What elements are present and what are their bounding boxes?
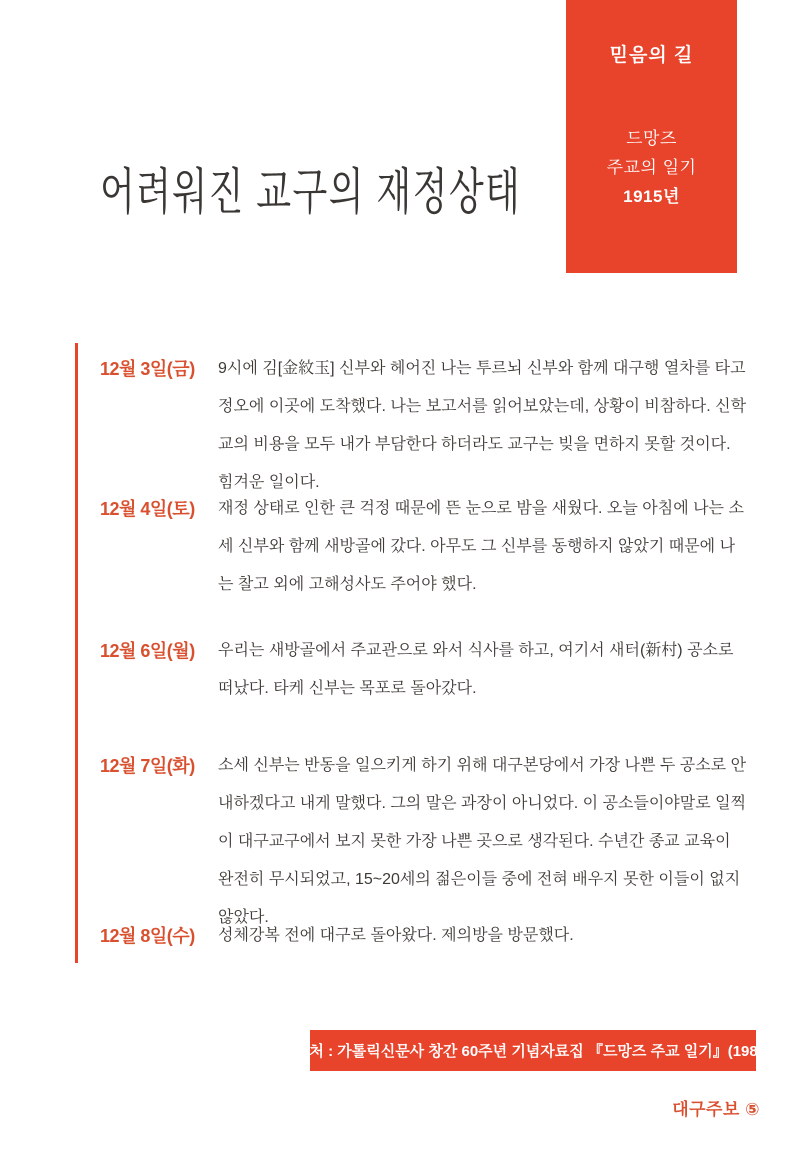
source-bar xyxy=(294,1030,772,1071)
entry-date: 12월 7일(화) xyxy=(100,756,195,776)
entry-text: 재정 상태로 인한 큰 걱정 때문에 뜬 눈으로 밤을 새웠다. 오늘 아침에 나는 소세 신부와 함께 새방골에 갔다. 아무도 그 신부를 동행하지 않았기 때문에 나는 찰고 외에 고해성사도 주어야 했다. xyxy=(218,500,744,593)
series-title-block xyxy=(566,124,737,211)
entry-text: 9시에 김[金紋玉] 신부와 헤어진 나는 투르뇌 신부와 함께 대구행 열차를 타고 정오에 이곳에 도착했다. 나는 보고서를 읽어보았는데, 상황이 비참하다. 신학교의 비용을 모두 내가 부담한다 하더라도 교구는 빚을 면하지 못할 것이다. 힘겨운 일이다. xyxy=(218,360,747,491)
diary-entry xyxy=(100,350,750,502)
category-label: 믿음의 길 xyxy=(609,45,694,66)
diary-entry xyxy=(100,490,750,604)
entry-text: 소세 신부는 반동을 일으키게 하기 위해 대구본당에서 가장 나쁜 두 공소로 안내하겠다고 내게 말했다. 그의 말은 과장이 아니었다. 이 공소들이야말로 일찍이 대구교구에서 보지 못한 가장 나쁜 곳으로 생각된다. 수년간 종교 교육이 완전히 무시되었고, 15~20세의 젊은이들 중에 전혀 배우지 못한 이들이 없지 않았다. xyxy=(218,757,747,926)
entry-text: 우리는 새방골에서 주교관으로 와서 식사를 하고, 여기서 새터(新村) 공소로 떠났다. 타케 신부는 목포로 돌아갔다. xyxy=(218,642,734,697)
entry-date: 12월 8일(수) xyxy=(100,926,195,946)
diary-entry xyxy=(100,747,750,937)
page-title: 어려워진 교구의 재정상태 xyxy=(100,164,522,220)
entry-date: 12월 3일(금) xyxy=(100,359,195,379)
source-citation: 출처 : 가톨릭신문사 창간 60주년 기념자료집 『드망즈 주교 일기』(1987) xyxy=(294,1043,772,1060)
category-box xyxy=(566,0,737,273)
series-author: 드망즈 xyxy=(626,129,677,148)
series-year: 1915년 xyxy=(623,187,680,206)
diary-entry xyxy=(100,917,750,955)
series-title: 주교의 일기 xyxy=(606,158,697,177)
entry-text: 성체강복 전에 대구로 돌아왔다. 제의방을 방문했다. xyxy=(218,927,574,944)
entry-date: 12월 4일(토) xyxy=(100,499,195,519)
diary-entry xyxy=(100,632,750,708)
entry-date: 12월 6일(월) xyxy=(100,641,195,661)
bulletin-footer-label: 대구주보 ⑤ xyxy=(672,1100,760,1119)
entries-left-rule xyxy=(75,343,78,963)
